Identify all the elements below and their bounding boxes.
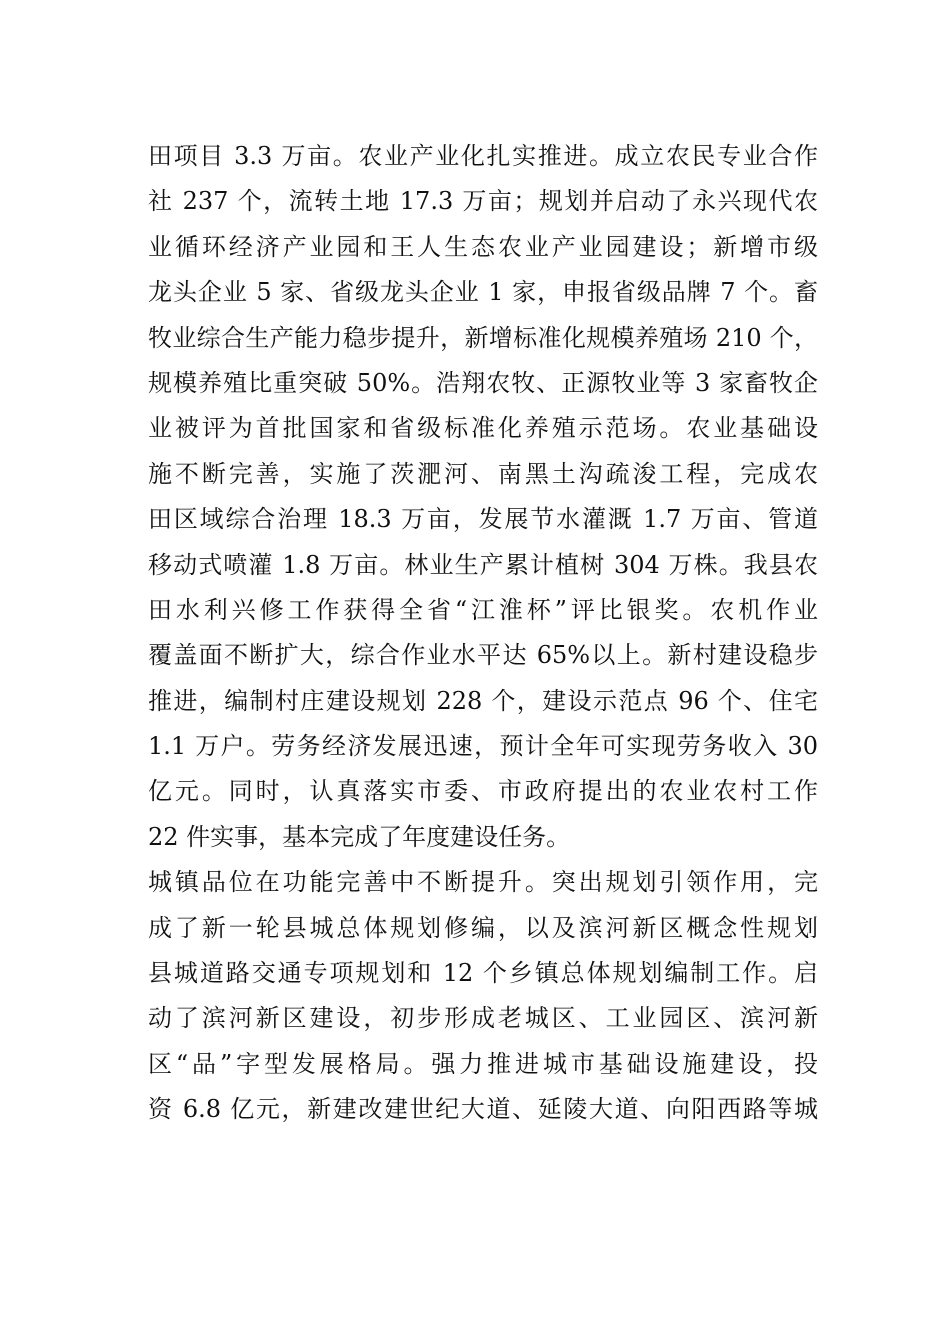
text-line: 牧业综合生产能力稳步提升，新增标准化规模养殖场 210 个， — [148, 323, 818, 352]
text-line: 覆盖面不断扩大，综合作业水平达 65%以上。新村建设稳步 — [148, 641, 818, 670]
text-line: 规模养殖比重突破 50%。浩翔农牧、正源牧业等 3 家畜牧企 — [148, 368, 818, 397]
text-line: 资 6.8 亿元，新建改建世纪大道、延陵大道、向阳西路等城 — [148, 1095, 818, 1124]
text-line: 成了新一轮县城总体规划修编，以及滨河新区概念性规划 — [148, 913, 818, 942]
text-line: 施不断完善，实施了茨淝河、南黑土沟疏浚工程，完成农 — [148, 459, 818, 488]
text-line: 亿元。同时，认真落实市委、市政府提出的农业农村工作 — [148, 777, 818, 806]
text-line: 田项目 3.3 万亩。农业产业化扎实推进。成立农民专业合作 — [148, 142, 818, 170]
text-line: 田区域综合治理 18.3 万亩，发展节水灌溉 1.7 万亩、管道 — [148, 505, 818, 534]
text-line: 业循环经济产业园和王人生态农业产业园建设；新增市级 — [148, 232, 818, 261]
text-line: 区“品”字型发展格局。强力推进城市基础设施建设，投 — [148, 1049, 818, 1078]
body-text — [148, 134, 818, 1133]
text-line: 1.1 万户。劳务经济发展迅速，预计全年可实现劳务收入 30 — [148, 732, 818, 761]
text-line: 移动式喷灌 1.8 万亩。林业生产累计植树 304 万株。我县农 — [148, 550, 818, 579]
text-line: 业被评为首批国家和省级标准化养殖示范场。农业基础设 — [148, 414, 818, 443]
text-line: 动了滨河新区建设，初步形成老城区、工业园区、滨河新 — [148, 1004, 818, 1033]
text-line: 龙头企业 5 家、省级龙头企业 1 家，申报省级品牌 7 个。畜 — [148, 278, 818, 307]
text-line: 22 件实事，基本完成了年度建设任务。 — [148, 822, 571, 851]
text-line: 田水利兴修工作获得全省“江淮杯”评比银奖。农机作业 — [148, 595, 818, 624]
text-line: 城镇品位在功能完善中不断提升。突出规划引领作用，完 — [148, 868, 818, 897]
text-line: 推进，编制村庄建设规划 228 个，建设示范点 96 个、住宅 — [148, 686, 818, 715]
text-line: 县城道路交通专项规划和 12 个乡镇总体规划编制工作。启 — [148, 959, 818, 988]
text-line: 社 237 个，流转土地 17.3 万亩；规划并启动了永兴现代农 — [148, 187, 818, 216]
